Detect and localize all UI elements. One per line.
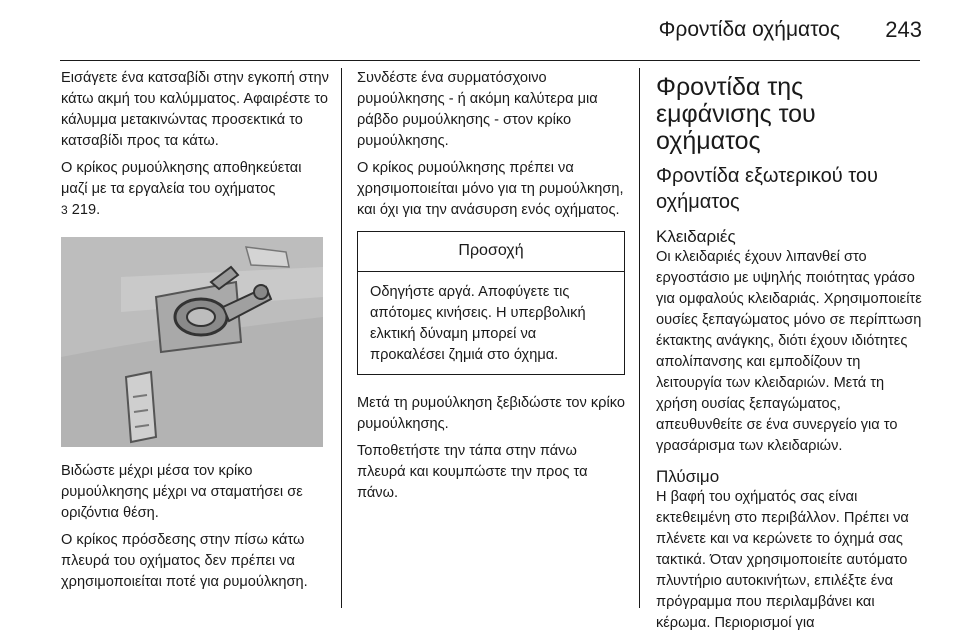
towing-eye-illustration <box>61 237 323 447</box>
column-right <box>656 68 924 644</box>
paragraph-refit-cover: Τοποθετήστε την τάπα στην πάνω πλευρά και κουμπώστε την προς τα πάνω. <box>357 443 588 501</box>
paragraph-text: Ο κρίκος ρυμούλκησης αποθηκεύεται μαζί με τα εργαλεία του οχήματος <box>61 160 302 197</box>
page-header <box>0 0 960 64</box>
column-middle <box>357 68 625 510</box>
heading-locks: Κλειδαριές <box>656 227 736 246</box>
towing-eye-drawing <box>61 237 323 447</box>
caution-box <box>357 231 625 375</box>
paragraph-unscrew-towing-eye: Μετά τη ρυμούλκηση ξεβιδώστε τον κρίκο ρυμούλκησης. <box>357 395 625 432</box>
caution-title: Προσοχή <box>358 232 624 272</box>
subsection-heading: Φροντίδα εξωτερικού του οχήματος <box>656 165 878 213</box>
page-number: 243 <box>885 17 922 42</box>
paragraph-locks: Οι κλειδαριές έχουν λιπανθεί στο εργοστάσιο με υψηλής ποιότητας γράσο για ομφαλούς κλειδαριάς. Χρησιμοποιείτε ουσίες ξεπαγώματος μόνο σε περίπτωση έκτακτης ανάγκης, διότι έχουν ιδιότητες απολίπανσης και εμποδίζουν τη λειτουργία των κλειδαριών. Μετά τη χρήση ουσίας ξεπαγώματος, απευθυνθείτε σε ένα συνεργείο για το γρασάρισμα των κλειδαριών. <box>656 249 922 454</box>
column-divider <box>639 68 640 608</box>
paragraph-towing-eye-use: Ο κρίκος ρυμούλκησης πρέπει να χρησιμοποιείται μόνο για τη ρυμούλκηση, και όχι για την ανάσυρση ενός οχήματος. <box>357 160 624 218</box>
paragraph-attach-tow-rope: Συνδέστε ένα συρματόσχοινο ρυμούλκησης - ή ακόμη καλύτερα μια ράβδο ρυμούλκησης - στον κρίκο ρυμούλκησης. <box>357 70 598 149</box>
page-reference[interactable]: 219. <box>71 202 101 218</box>
paragraph-rear-lashing-eye: Ο κρίκος πρόσδεσης στην πίσω κάτω πλευρά του οχήματος δεν πρέπει να χρησιμοποιείται ποτέ για ρυμούλκηση. <box>61 532 308 590</box>
page-reference-icon: 3 <box>61 203 68 217</box>
column-left <box>61 68 329 599</box>
paragraph-washing: Η βαφή του οχήματός σας είναι εκτεθειμένη στο περιβάλλον. Πρέπει να πλένετε και να κερώνετε το όχημά σας τακτικά. Όταν χρησιμοποιείτε αυτόματο πλυντήριο αυτοκινήτων, επιλέξτε ένα πρόγραμμα που περιλαμβάνει και κέρωμα. Περιορισμοί για <box>656 489 909 631</box>
heading-washing: Πλύσιμο <box>656 467 720 486</box>
paragraph-insert-screwdriver: Εισάγετε ένα κατσαβίδι στην εγκοπή στην κάτω ακμή του καλύμματος. Αφαιρέστε το κάλυμμα μετακινώντας προσεκτικά το κατσαβίδι προς τα κάτω. <box>61 70 329 149</box>
running-header-title: Φροντίδα οχήματος <box>658 18 840 41</box>
header-divider <box>60 60 920 61</box>
paragraph-towing-eye-storage <box>61 158 329 221</box>
section-heading: Φροντίδα της εμφάνισης του οχήματος <box>656 73 816 155</box>
column-divider <box>341 68 342 608</box>
paragraph-screw-in-towing-eye: Βιδώστε μέχρι μέσα τον κρίκο ρυμούλκησης μέχρι να σταματήσει σε οριζόντια θέση. <box>61 463 303 521</box>
caution-text: Οδηγήστε αργά. Αποφύγετε τις απότομες κινήσεις. Η υπερβολική ελκτική δύναμη μπορεί να προκαλέσει ζημιά στο όχημα. <box>370 284 586 363</box>
